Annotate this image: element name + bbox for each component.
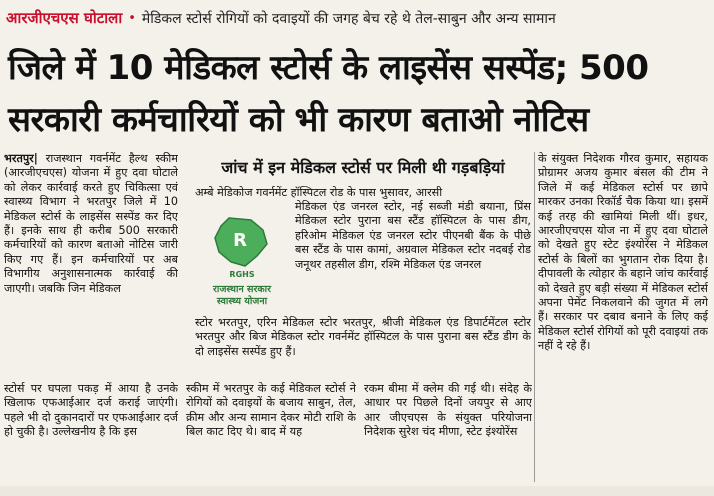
logo-letter: R	[233, 230, 247, 251]
kicker-line	[6, 6, 708, 30]
box-title: जांच में इन मेडिकल स्टोर्स पर मिली थी गड़बड़ियां	[221, 158, 505, 177]
logo-line-2: स्वास्थ्य योजना	[216, 296, 268, 307]
page-bottom-edge	[0, 486, 714, 496]
lower-column-2: स्कीम में भरतपुर के कई मेडिकल स्टोर्स ने रोगियों को दवाइयों के बजाय साबुन, तेल, क्रीम और अन्य सामान देकर मोटी राशि के बिल काट दिए थे। बाद में यह	[186, 382, 356, 439]
box-body: मेडिकल एंड जनरल स्टोर, नई सब्जी मंडी बयाना, प्रिंस मेडिकल स्टोर पुराना बस स्टैंड हॉस्पिटल के पास डीग, हरिओम मेडिकल एंड जनरल स्टोर पीएनबी बैंक के पीछे बस स्टैंड के पास कामां, अग्रवाल मेडिकल स्टोर नदबई रोड जनूथर तहसील डीग, रश्मि मेडिकल एंड जनरल	[295, 200, 531, 271]
column-1-text: राजस्थान गवर्नमेंट हैल्थ स्कीम (आरजीएचएस) योजना में हुए दवा घोटाले को लेकर कार्रवाई करते हुए चिकित्सा एवं स्वास्थ्य विभाग ने भरतपुर जिले में 10 मेडिकल स्टोर्स के लाइसेंस सस्पेंड कर दिए हैं। इनके साथ ही करीब 500 सरकारी कर्मचारियों को कारण बताओ नोटिस जारी किए गए हैं। इन कर्मचारियों पर अब विभागीय अनुशासनात्मक कार्रवाई की जाएगी। जबकि जिन मेडिकल	[4, 152, 178, 295]
headline-line-1: जिले में 10 मेडिकल स्टोर्स के लाइसेंस सस्पेंड; 500	[8, 48, 649, 88]
headline-line-2: सरकारी कर्मचारियों को भी कारण बताओ नोटिस	[8, 100, 589, 140]
headline	[8, 42, 708, 146]
box-tail: स्टोर भरतपुर, एरिन मेडिकल स्टोर भरतपुर, श्रीजी मेडिकल एंड डिपार्टमेंटल स्टोर भरतपुर और बिज मेडिकल स्टोर गवर्नमेंट हॉस्पिटल के पास पुराना बस स्टैंड डीग के दो लाइसेंस सस्पेंड हुए हैं।	[195, 316, 531, 358]
kicker-text: मेडिकल स्टोर्स रोगियों को दवाइयों की जगह बेच रहे थे तेल-साबुन और अन्य सामान	[141, 10, 556, 27]
dateline: भरतपुर|	[4, 152, 38, 165]
box-line-1: अम्बे मेडिकोज गवर्नमेंट हॉस्पिटल रोड के पास भुसावर, आरसी	[195, 186, 443, 199]
lower-column-1: स्टोर्स पर घपला पकड़ में आया है उनके खिलाफ एफआईआर दर्ज कराई जाएंगी। पहले भी दो दुकानदारों पर एफआईआर दर्ज हो चुकी है। उल्लेखनीय है कि इस	[4, 382, 178, 439]
column-divider	[534, 152, 535, 482]
kicker-bullet: •	[128, 10, 136, 26]
kicker-tag: आरजीएचएस घोटाला	[6, 9, 123, 27]
rghs-logo	[197, 216, 287, 307]
article-column-1	[4, 152, 178, 370]
lower-column-3: रकम बीमा में क्लेम की गई थी। संदेह के आधार पर पिछले दिनों जयपुर से आए आर जीएचएस के संयुक्त परियोजना निदेशक सुरेश चंद मीणा, स्टेट इंश्योरेंस	[364, 382, 532, 439]
article-column-3: के संयुक्त निदेशक गौरव कुमार, सहायक प्रोग्रामर अजय कुमार बंसल की टीम ने जिले में कई मेडिकल स्टोर्स पर छापे मारकर उनका रिकॉर्ड चैक किया था। इसमें कई तरह की खामियां मिली थीं। इधर, आरजीएचएस योज ना में हुए दवा घोटाले को देखते हुए स्टेट इंश्योरेंस ने मेडिकल स्टोर्स के बिलों का भुगतान रोक दिया है। दीपावली के त्योहार के बहाने जांच कार्रवाई को देखते हुए बड़ी संख्या में मेडिकल स्टोर्स अपना पेमेंट निकलवाने की जुगत में लगे हैं। सरकार पर दबाव बनाने के लिए कई मेडिकल स्टोर्स रोगियों को पूरी दवाइयां तक नहीं दे रहे हैं।	[538, 152, 708, 353]
logo-abbr: RGHS	[229, 270, 255, 279]
logo-line-1: राजस्थान सरकार	[213, 284, 271, 295]
stores-box	[195, 186, 531, 366]
